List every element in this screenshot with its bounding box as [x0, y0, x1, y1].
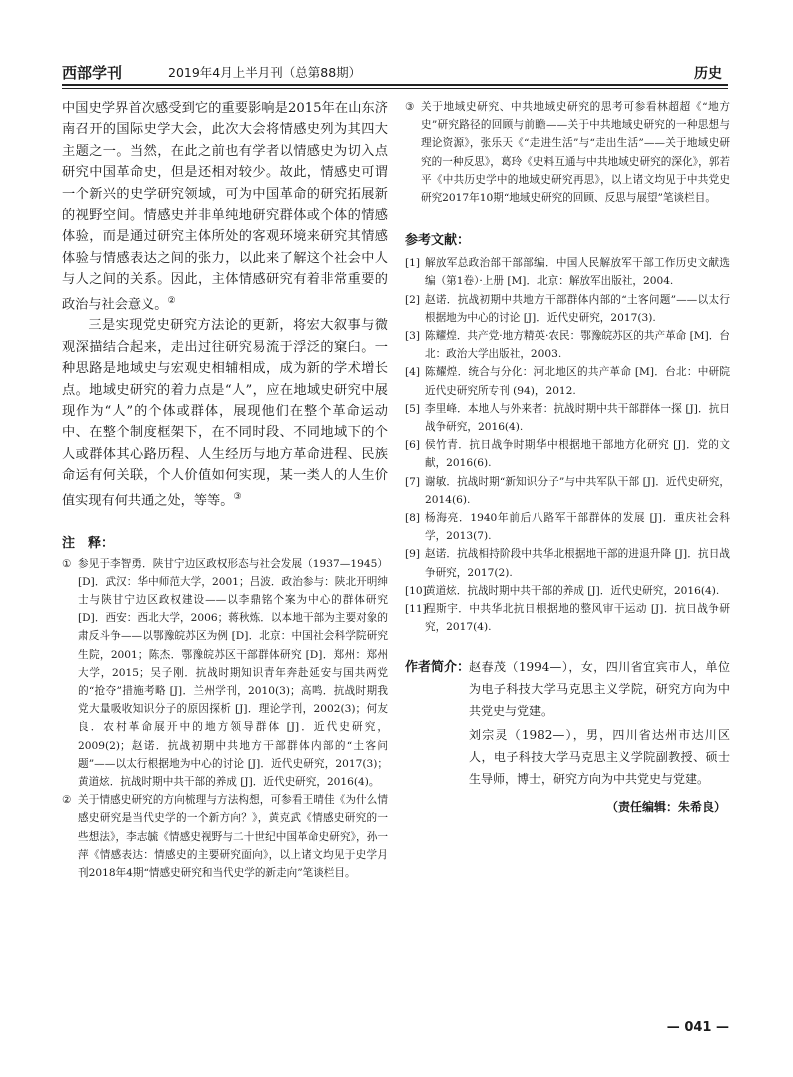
- note-text: 参见于李智勇．陕甘宁边区政权形态与社会发展（1937—1945）[D]．武汉：华中师范大学，2001；吕波．政治参与：陕北开明绅士与陕甘宁边区政权建设——以李鼎铭个案为中心的群体研究 [D]．西安：西北大学，2006；蒋秋炼．以本地干部为主要对象的肃反斗争——以鄂豫皖苏区为例 [D]．北京：中国社会科学院研究生院，2001；陈杰．鄂豫皖苏区干部群体研究 [D]．郑州：郑州大学，2015；吴子刚．抗战时期知识青年奔赴延安与国共两党的“抢夺”措施考略 [J]．兰州学刊，2010(3)；高鸣．抗战时期我党大量吸收知识分子的原因探析 [J]．理论学刊，2002(3)；何友良．农村革命展开中的地方领导群体 [J]．近代史研究，2009(2)；赵诺．抗战初期中共地方干部群体内部的“土客问题”——以太行根据地为中心的讨论 [J]．近代史研究，2017(3)；黄道炫．抗战时期中共干部的养成 [J]．近代史研究，2016(4)。: [78, 557, 388, 788]
- references-list: [405, 254, 730, 636]
- note-text: 关于情感史研究的方向梳理与方法构想，可参看王晴佳《为什么情感史研究是当代史学的一个新方向？》，黄克武《情感史研究的一些想法》，李志毓《情感史视野与二十世纪中国革命史研究》，孙一萍《情感表达：情感史的主要研究面向》，以上诸文均见于史学月刊2018年4期“情感史研究和当代史学的新走向”笔谈栏目。: [78, 794, 388, 879]
- reference-text: 赵诺．抗战相持阶段中共华北根据地干部的进退升降 [J]．抗日战争研究，2017(2).: [425, 548, 730, 579]
- reference-number: [4]: [405, 366, 421, 379]
- page-header: [62, 58, 728, 86]
- right-column: [405, 98, 730, 815]
- author-bio-label: 作者简介：: [405, 660, 471, 676]
- note-item: [62, 555, 388, 792]
- reference-number: [9]: [405, 548, 421, 561]
- header-rule-thin: [62, 88, 728, 89]
- reference-text: 陈耀煌．统合与分化：河北地区的共产革命 [M]．台北：中研院近代史研究所专刊 (94)，2012.: [425, 366, 730, 397]
- reference-text: 李里峰．本地人与外来者：抗战时期中共干部群体一探 [J]．抗日战争研究，2016(4).: [425, 402, 730, 434]
- reference-item: [405, 473, 730, 509]
- note-number: ②: [62, 794, 72, 807]
- reference-text: 侯竹青．抗日战争时期华中根据地干部地方化研究 [J]．党的文献，2016(6).: [425, 439, 730, 470]
- reference-text: 黄道炫．抗战时期中共干部的养成 [J]．近代史研究，2016(4).: [425, 584, 720, 597]
- reference-item: [405, 327, 730, 363]
- reference-number: [1]: [405, 257, 421, 270]
- reference-number: [5]: [405, 402, 421, 415]
- reference-number: [8]: [405, 512, 421, 525]
- note-number: ①: [62, 557, 72, 570]
- reference-number: [7]: [405, 475, 421, 488]
- author-bio-1: 赵春茂（1994—），女，四川省宜宾市人，单位为电子科技大学马克思主义学院，研究方向为中共党史与党建。: [469, 660, 730, 719]
- reference-number: [6]: [405, 439, 421, 452]
- author-bio: [405, 656, 730, 790]
- note-text: 关于地域史研究、中共地域史研究的思考可参看林超超《“地方史”研究路径的回顾与前瞻——关于中共地域史研究的一种思想与理论资源》，张乐天《“走进生活”与“走出生活”——关于地域史研究的一种反思》，葛玲《史料互通与中共地域史研究的深化》，郭若平《中共历史学中的地域史研究再思》，以上诸文均见于中共党史研究2017年10期“地域史研究的回顾、反思与展望”笔谈栏目。: [421, 101, 730, 205]
- section-title: 历史: [694, 66, 722, 82]
- note-item: [405, 98, 730, 207]
- reference-item: [405, 545, 730, 581]
- editor-credit: （责任编辑：朱希良）: [605, 800, 726, 815]
- note-ref-3[interactable]: ③: [233, 491, 242, 502]
- left-column: [62, 98, 388, 882]
- page-number: — 041 —: [666, 1020, 729, 1035]
- body-paragraph-1: [62, 98, 388, 315]
- reference-number: [3]: [405, 330, 421, 343]
- reference-text: 杨海亮．1940年前后八路军干部群体的发展 [J]．重庆社会科学，2013(7).: [425, 512, 730, 543]
- reference-text: 谢敏．抗战时期“新知识分子”与中共军队干部 [J]．近代史研究，2014(6).: [425, 475, 730, 506]
- reference-item: [405, 400, 730, 436]
- reference-number: [2]: [405, 293, 421, 306]
- reference-text: 程斯宇．中共华北抗日根据地的整风审干运动 [J]．抗日战争研究，2017(4).: [425, 603, 730, 634]
- notes-heading: 注 释：: [62, 535, 115, 551]
- issue-info: 2019年4月上半月刊（总第88期）: [168, 65, 362, 80]
- paragraph-1-text: 中国史学界首次感受到它的重要影响是2015年在山东济南召开的国际史学大会，此次大会将情感史列为其四大主题之一。当然，在此之前也有学者以情感史为切入点研究中国革命史，但是还相对较少。故此，情感史可谓一个新兴的史学研究领域，可为中国革命的研究拓展新的视野空间。情感史并非单纯地研究群体或个体的情感体验，而是通过研究主体所处的客观环境来研究其情感体验与情感表达之间的张力，以此来了解这个社会中人与人之间的关系。因此，主体情感研究有着非常重要的政治与社会意义。: [62, 101, 388, 313]
- reference-item: [405, 582, 730, 600]
- reference-item: [405, 509, 730, 545]
- reference-item: [405, 254, 730, 290]
- reference-text: 陈耀煌．共产党·地方精英·农民：鄂豫皖苏区的共产革命 [M]．台北：政治大学出版社，2003.: [425, 330, 730, 361]
- reference-item: [405, 436, 730, 472]
- note-ref-2[interactable]: ②: [167, 295, 176, 306]
- author-bio-2: 刘宗灵（1982—），男，四川省达州市达川区人，电子科技大学马克思主义学院副教授、硕士生导师，博士，研究方向为中共党史与党建。: [469, 728, 730, 787]
- reference-number: [11]: [405, 603, 427, 616]
- note-item: [62, 791, 388, 882]
- journal-name: 西部学刊: [62, 64, 123, 82]
- reference-item: [405, 291, 730, 327]
- body-paragraph-2: [62, 315, 388, 511]
- reference-item: [405, 600, 730, 636]
- header-rule-thick: [62, 84, 728, 86]
- reference-item: [405, 363, 730, 399]
- paragraph-2-text: 三是实现党史研究方法论的更新，将宏大叙事与微观深描结合起来，走出过往研究易流于浮泛的窠臼。一种思路是地域史与宏观史相辅相成，成为新的学术增长点。地域史研究的着力点是“人”，应在地域史研究中展现作为“人”的个体或群体，展现他们在整个革命运动中、在整个制度框架下，在不同时段、不同地域下的个人或群体其心路历程、人生经历与地方革命进程、民族命运有何关联，个人价值如何实现，某一类人的人生价值实现有何共通之处，等等。: [62, 318, 388, 509]
- references-heading: 参考文献：: [405, 233, 471, 249]
- reference-number: [10]: [405, 584, 427, 597]
- note-number: ③: [405, 101, 415, 113]
- reference-text: 解放军总政治部干部部编．中国人民解放军干部工作历史文献选编（第1卷）·上册 [M]．北京：解放军出版社，2004.: [425, 257, 730, 288]
- reference-text: 赵诺．抗战初期中共地方干部群体内部的“土客问题”——以太行根据地为中心的讨论 [J]．近代史研究，2017(3).: [425, 293, 730, 324]
